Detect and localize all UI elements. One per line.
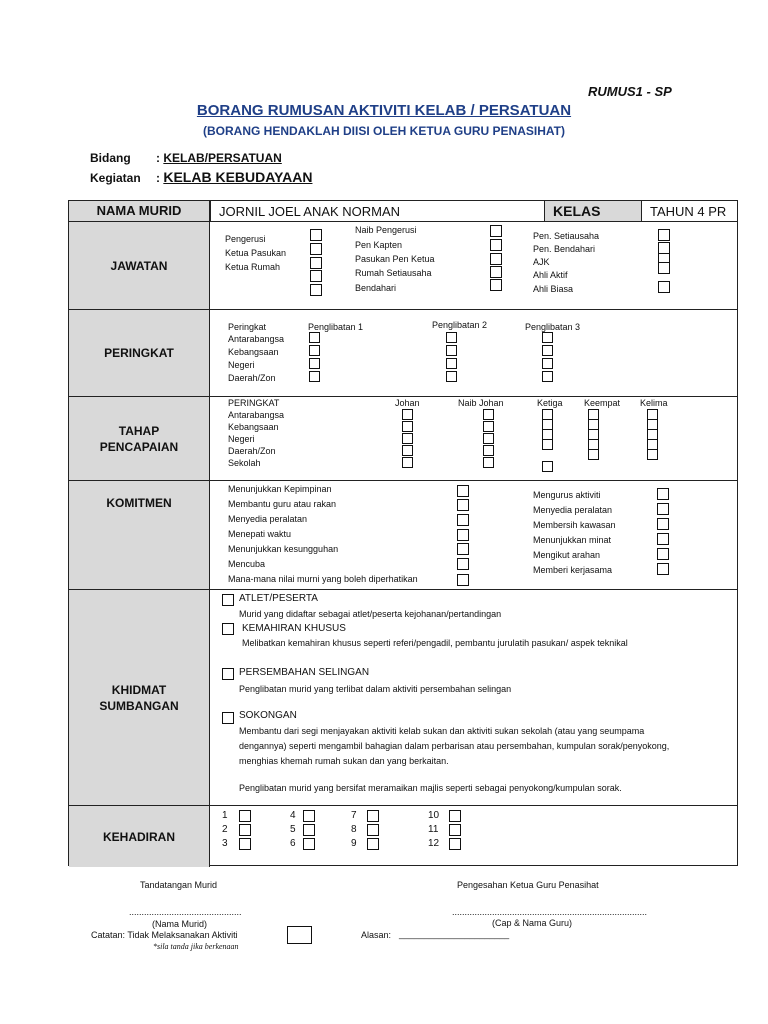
peringkat-daerah: Daerah/Zon bbox=[228, 373, 276, 383]
komitmen-membantu: Membantu guru atau rakan bbox=[228, 499, 337, 509]
kehadiran-num: 8 bbox=[351, 824, 357, 835]
komitmen-mengurus: Mengurus aktiviti bbox=[533, 490, 601, 500]
peringkat-heading: Peringkat bbox=[228, 322, 267, 332]
peringkat-checkbox[interactable] bbox=[309, 345, 320, 356]
persembahan-title: PERSEMBAHAN SELINGAN bbox=[239, 667, 370, 678]
komitmen-checkbox[interactable] bbox=[657, 503, 669, 515]
cap-caption: (Cap & Nama Guru) bbox=[492, 918, 573, 928]
komitmen-kerjasama: Memberi kerjasama bbox=[533, 565, 613, 575]
pencapaian-options bbox=[211, 397, 737, 480]
jawatan-pen-setiausaha: Pen. Setiausaha bbox=[533, 231, 600, 241]
komitmen-checkbox[interactable] bbox=[457, 485, 469, 497]
pencapaian-heading: PERINGKAT bbox=[228, 398, 280, 408]
jawatan-ketua-pasukan: Ketua Pasukan bbox=[225, 248, 287, 258]
kehadiran-checkbox[interactable] bbox=[303, 838, 315, 850]
jawatan-checkbox[interactable] bbox=[490, 279, 502, 291]
pencapaian-checkbox[interactable] bbox=[483, 409, 494, 420]
pencapaian-checkbox[interactable] bbox=[402, 445, 413, 456]
pencapaian-row bbox=[69, 397, 737, 481]
kehadiran-num: 3 bbox=[222, 838, 228, 849]
persembahan-checkbox[interactable] bbox=[222, 668, 234, 680]
komitmen-menyedia-r: Menyedia peralatan bbox=[533, 505, 613, 515]
pencapaian-checkbox[interactable] bbox=[483, 421, 494, 432]
pencapaian-checkbox[interactable] bbox=[402, 409, 413, 420]
komitmen-mencuba: Mencuba bbox=[228, 559, 266, 569]
rank-ketiga: Ketiga bbox=[537, 398, 563, 408]
kehadiran-checkbox[interactable] bbox=[303, 810, 315, 822]
jawatan-checkbox[interactable] bbox=[490, 266, 502, 278]
sokongan-desc-1: Membantu dari segi menjayakan aktiviti kelab sukan dan aktiviti sukan sekolah (atau yang seumpama bbox=[239, 726, 645, 736]
komitmen-checkbox[interactable] bbox=[657, 518, 669, 530]
student-name-value[interactable]: JORNIL JOEL ANAK NORMAN bbox=[210, 201, 544, 221]
kehadiran-checkbox[interactable] bbox=[367, 810, 379, 822]
rank-kelima: Kelima bbox=[640, 398, 668, 408]
atlet-checkbox[interactable] bbox=[222, 594, 234, 606]
rank-keempat: Keempat bbox=[584, 398, 621, 408]
kehadiran-label: KEHADIRAN bbox=[69, 806, 210, 867]
jawatan-checkbox[interactable] bbox=[310, 270, 322, 282]
komitmen-menyedia: Menyedia peralatan bbox=[228, 514, 308, 524]
sokongan-desc-3: menghias khemah rumah sukan dan yang berkaitan. bbox=[239, 756, 449, 766]
atlet-title: ATLET/PESERTA bbox=[239, 593, 318, 604]
pencapaian-checkbox[interactable] bbox=[647, 449, 658, 460]
sign-student-line[interactable]: ............................................. bbox=[129, 907, 242, 917]
kegiatan-colon: : bbox=[156, 171, 160, 185]
jawatan-pen-kapten: Pen Kapten bbox=[355, 240, 403, 250]
peringkat-checkbox[interactable] bbox=[446, 358, 457, 369]
komitmen-checkbox[interactable] bbox=[457, 543, 469, 555]
sign-teacher-label: Pengesahan Ketua Guru Penasihat bbox=[457, 880, 599, 890]
peringkat-label: PERINGKAT bbox=[69, 310, 210, 396]
jawatan-label: JAWATAN bbox=[69, 222, 210, 309]
jawatan-pasukan-pen-ketua: Pasukan Pen Ketua bbox=[355, 254, 435, 264]
khidmat-label-2: SUMBANGAN bbox=[99, 698, 179, 713]
komitmen-menepati: Menepati waktu bbox=[228, 529, 292, 539]
pencapaian-checkbox[interactable] bbox=[483, 457, 494, 468]
jawatan-checkbox[interactable] bbox=[490, 253, 502, 265]
pencapaian-kebangsaan: Kebangsaan bbox=[228, 422, 279, 432]
pencapaian-label-1: TAHAP bbox=[118, 423, 160, 438]
kehadiran-checkbox[interactable] bbox=[239, 824, 251, 836]
pencapaian-sekolah: Sekolah bbox=[228, 458, 261, 468]
class-value[interactable]: TAHUN 4 PR bbox=[641, 201, 737, 221]
penglibatan-3-heading: Penglibatan 3 bbox=[525, 322, 581, 332]
note-label: Catatan: Tidak Melaksanakan Aktiviti bbox=[91, 930, 238, 940]
kehadiran-checkbox[interactable] bbox=[449, 838, 461, 850]
alasan-label: Alasan: bbox=[361, 930, 392, 940]
jawatan-ajk: AJK bbox=[533, 257, 550, 267]
penglibatan-2-heading: Penglibatan 2 bbox=[432, 320, 488, 330]
komitmen-checkbox[interactable] bbox=[457, 529, 469, 541]
jawatan-row bbox=[69, 222, 737, 310]
komitmen-checkbox[interactable] bbox=[657, 533, 669, 545]
komitmen-label-text: KOMITMEN bbox=[106, 496, 172, 510]
kehadiran-checkbox[interactable] bbox=[449, 810, 461, 822]
class-label: KELAS bbox=[544, 201, 641, 221]
kemahiran-desc: Melibatkan kemahiran khusus seperti referi/pengadil, pembantu jurulatih pasukan/ aspek teknikal bbox=[242, 638, 628, 648]
peringkat-options bbox=[211, 310, 737, 396]
khidmat-options bbox=[211, 590, 737, 805]
kegiatan-label: Kegiatan bbox=[90, 171, 141, 185]
kegiatan-value: KELAB KEBUDAYAAN bbox=[163, 169, 313, 185]
alasan-line[interactable]: ______________________ bbox=[399, 929, 510, 939]
pencapaian-daerah: Daerah/Zon bbox=[228, 446, 276, 456]
jawatan-checkbox[interactable] bbox=[310, 284, 322, 296]
jawatan-pen-bendahari: Pen. Bendahari bbox=[533, 244, 596, 254]
jawatan-pengerusi: Pengerusi bbox=[225, 234, 266, 244]
komitmen-kesungguhan: Menunjukkan kesungguhan bbox=[228, 544, 339, 554]
kehadiran-checkbox[interactable] bbox=[367, 824, 379, 836]
sokongan-checkbox[interactable] bbox=[222, 712, 234, 724]
sign-student-label: Tandatangan Murid bbox=[140, 880, 218, 890]
pencapaian-checkbox[interactable] bbox=[588, 449, 599, 460]
pencapaian-checkbox[interactable] bbox=[542, 439, 553, 450]
not-implemented-checkbox[interactable] bbox=[287, 926, 312, 944]
peringkat-checkbox[interactable] bbox=[309, 332, 320, 343]
komitmen-membersih: Membersih kawasan bbox=[533, 520, 616, 530]
jawatan-checkbox[interactable] bbox=[310, 243, 322, 255]
jawatan-checkbox[interactable] bbox=[658, 262, 670, 274]
komitmen-nilai-murni: Mana-mana nilai murni yang boleh diperhatikan bbox=[228, 574, 418, 584]
form-title-text: BORANG RUMUSAN AKTIVITI KELAB / PERSATUAN bbox=[196, 102, 572, 119]
pencapaian-checkbox[interactable] bbox=[402, 457, 413, 468]
peringkat-checkbox[interactable] bbox=[446, 332, 457, 343]
kehadiran-checkbox[interactable] bbox=[449, 824, 461, 836]
jawatan-checkbox[interactable] bbox=[658, 229, 670, 241]
bidang-row bbox=[90, 151, 282, 165]
student-name-caption: (Nama Murid) bbox=[152, 919, 208, 929]
summary-table bbox=[68, 200, 738, 866]
peringkat-checkbox[interactable] bbox=[542, 371, 553, 382]
jawatan-options bbox=[211, 222, 737, 309]
komitmen-checkbox[interactable] bbox=[657, 488, 669, 500]
pencapaian-label bbox=[69, 397, 210, 480]
kehadiran-options bbox=[211, 806, 737, 867]
form-subtitle: (BORANG HENDAKLAH DIISI OLEH KETUA GURU PENASIHAT) bbox=[203, 124, 565, 138]
pencapaian-checkbox[interactable] bbox=[542, 461, 553, 472]
komitmen-kepimpinan: Menunjukkan Kepimpinan bbox=[228, 484, 332, 494]
kehadiran-num: 11 bbox=[428, 824, 439, 835]
pencapaian-antarabangsa: Antarabangsa bbox=[228, 410, 285, 420]
kehadiran-num: 10 bbox=[428, 810, 440, 821]
komitmen-checkbox[interactable] bbox=[457, 499, 469, 511]
rank-johan: Johan bbox=[395, 398, 420, 408]
peringkat-antarabangsa: Antarabangsa bbox=[228, 334, 285, 344]
sokongan-desc-2: dengannya) seperti mengambil bahagian dalam perbarisan atau persembahan, kumpulan sorak/penyokong, bbox=[239, 741, 670, 751]
name-label: NAMA MURID bbox=[69, 201, 210, 221]
jawatan-rumah-setiausaha: Rumah Setiausaha bbox=[355, 268, 432, 278]
khidmat-label-1: KHIDMAT bbox=[111, 682, 167, 697]
jawatan-checkbox[interactable] bbox=[310, 257, 322, 269]
pencapaian-checkbox[interactable] bbox=[483, 433, 494, 444]
komitmen-checkbox[interactable] bbox=[457, 574, 469, 586]
komitmen-arahan: Mengikut arahan bbox=[533, 550, 601, 560]
jawatan-ahli-aktif: Ahli Aktif bbox=[533, 270, 568, 280]
kemahiran-title: KEMAHIRAN KHUSUS bbox=[242, 623, 346, 634]
bidang-colon: : bbox=[156, 151, 160, 165]
student-name-row bbox=[69, 201, 737, 222]
kehadiran-checkbox[interactable] bbox=[367, 838, 379, 850]
kehadiran-num: 1 bbox=[222, 810, 228, 821]
kehadiran-num: 9 bbox=[351, 838, 357, 849]
persembahan-desc: Penglibatan murid yang terlibat dalam aktiviti persembahan selingan bbox=[239, 684, 512, 694]
kehadiran-checkbox[interactable] bbox=[303, 824, 315, 836]
peringkat-checkbox[interactable] bbox=[309, 358, 320, 369]
sokongan-desc-4: Penglibatan murid yang bersifat meramaikan majlis seperti sebagai penyokong/kumpulan sorak. bbox=[239, 783, 622, 793]
peringkat-checkbox[interactable] bbox=[446, 371, 457, 382]
pencapaian-label-2: PENCAPAIAN bbox=[99, 439, 179, 454]
peringkat-negeri: Negeri bbox=[228, 360, 255, 370]
bidang-value: KELAB/PERSATUAN bbox=[163, 151, 282, 165]
jawatan-checkbox[interactable] bbox=[658, 281, 670, 293]
komitmen-row bbox=[69, 481, 737, 590]
komitmen-minat: Menunjukkan minat bbox=[533, 535, 612, 545]
khidmat-row bbox=[69, 590, 737, 806]
pencapaian-checkbox[interactable] bbox=[402, 433, 413, 444]
kehadiran-checkbox[interactable] bbox=[239, 810, 251, 822]
jawatan-checkbox[interactable] bbox=[490, 239, 502, 251]
atlet-desc: Murid yang didaftar sebagai atlet/peserta kejohanan/pertandingan bbox=[239, 609, 502, 619]
jawatan-checkbox[interactable] bbox=[490, 225, 502, 237]
peringkat-kebangsaan: Kebangsaan bbox=[228, 347, 279, 357]
pencapaian-checkbox[interactable] bbox=[402, 421, 413, 432]
komitmen-checkbox[interactable] bbox=[457, 514, 469, 526]
rank-naib-johan: Naib Johan bbox=[458, 398, 504, 408]
penglibatan-1-heading: Penglibatan 1 bbox=[308, 322, 364, 332]
komitmen-checkbox[interactable] bbox=[457, 558, 469, 570]
kehadiran-num: 4 bbox=[290, 810, 296, 821]
jawatan-bendahari: Bendahari bbox=[355, 283, 397, 293]
peringkat-checkbox[interactable] bbox=[446, 345, 457, 356]
sokongan-title: SOKONGAN bbox=[239, 710, 297, 721]
peringkat-checkbox[interactable] bbox=[542, 332, 553, 343]
form-code: RUMUS1 - SP bbox=[588, 84, 672, 99]
komitmen-options bbox=[211, 481, 737, 589]
note-hint: *sila tanda jika berkenaan bbox=[153, 942, 239, 951]
kegiatan-row bbox=[90, 169, 312, 185]
kehadiran-num: 12 bbox=[428, 838, 440, 849]
pencapaian-negeri: Negeri bbox=[228, 434, 255, 444]
peringkat-checkbox[interactable] bbox=[309, 371, 320, 382]
kehadiran-checkbox[interactable] bbox=[239, 838, 251, 850]
form-title bbox=[0, 102, 768, 119]
jawatan-ahli-biasa: Ahli Biasa bbox=[533, 284, 574, 294]
kehadiran-num: 5 bbox=[290, 824, 296, 835]
sign-teacher-line[interactable]: .............................................................................. bbox=[452, 907, 648, 917]
komitmen-label bbox=[69, 481, 210, 589]
khidmat-label bbox=[69, 590, 210, 805]
kehadiran-num: 6 bbox=[290, 838, 296, 849]
pencapaian-checkbox[interactable] bbox=[483, 445, 494, 456]
peringkat-row bbox=[69, 310, 737, 397]
kehadiran-num: 7 bbox=[351, 810, 357, 821]
kehadiran-row bbox=[69, 806, 737, 867]
jawatan-checkbox[interactable] bbox=[310, 229, 322, 241]
komitmen-checkbox[interactable] bbox=[657, 563, 669, 575]
kemahiran-checkbox[interactable] bbox=[222, 623, 234, 635]
komitmen-checkbox[interactable] bbox=[657, 548, 669, 560]
jawatan-naib-pengerusi: Naib Pengerusi bbox=[355, 225, 417, 235]
peringkat-checkbox[interactable] bbox=[542, 345, 553, 356]
jawatan-ketua-rumah: Ketua Rumah bbox=[225, 262, 281, 272]
peringkat-checkbox[interactable] bbox=[542, 358, 553, 369]
bidang-label: Bidang bbox=[90, 151, 131, 165]
kehadiran-num: 2 bbox=[222, 824, 228, 835]
